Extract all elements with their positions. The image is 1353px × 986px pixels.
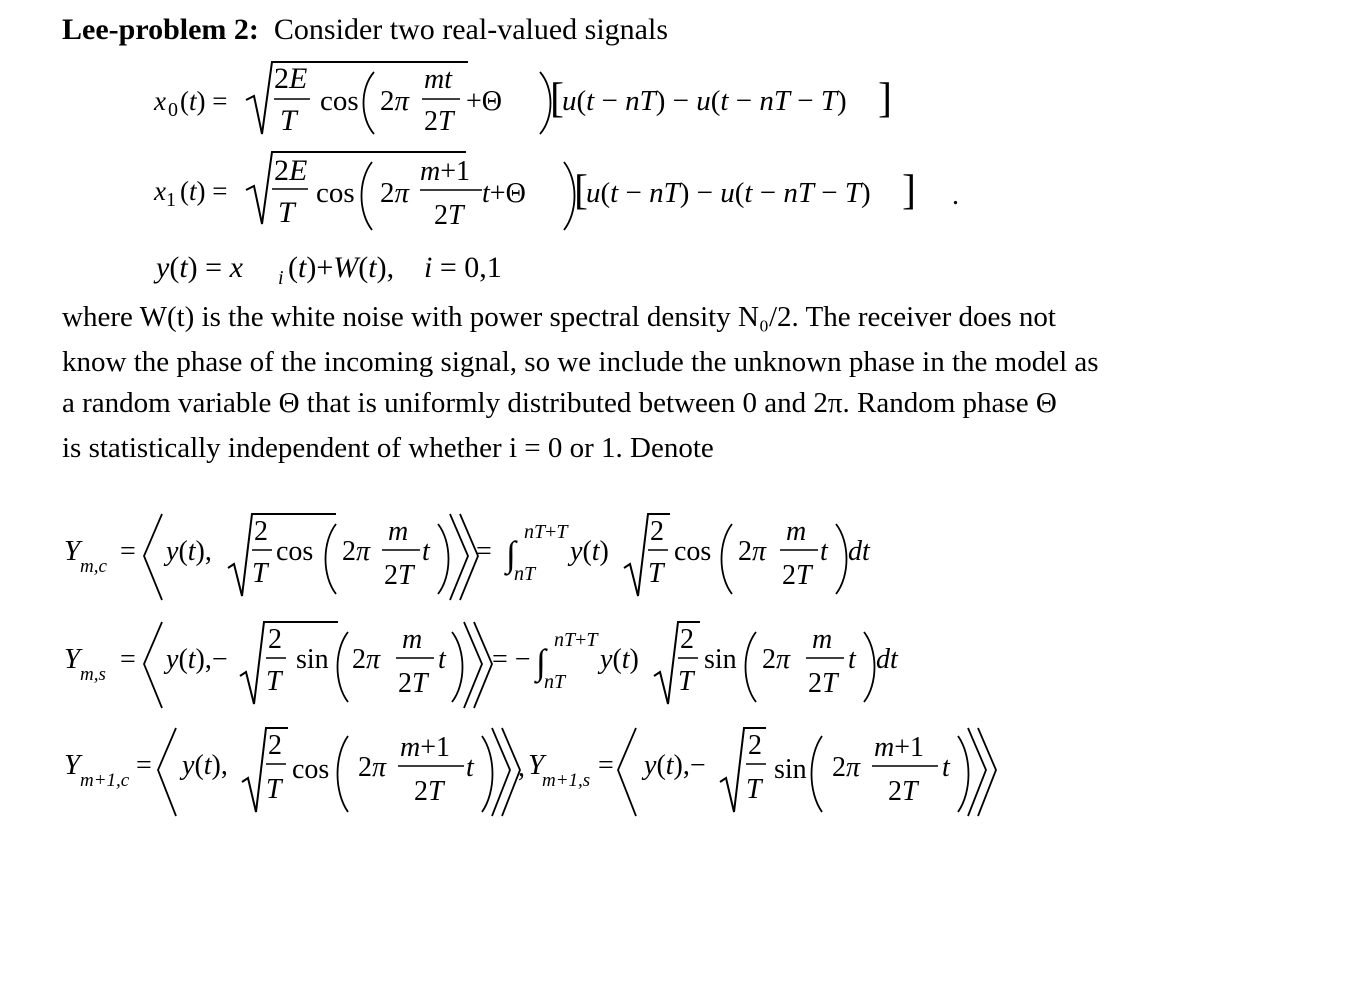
svg-text:y(t): y(t)	[600, 644, 639, 675]
svg-text:t: t	[422, 536, 430, 567]
svg-text:T: T	[678, 666, 694, 697]
svg-text:t: t	[820, 536, 828, 567]
svg-text:2π: 2π	[762, 644, 791, 675]
svg-text:2T: 2T	[414, 776, 444, 807]
paragraph-line-1: where W(t) is the white noise with power spectral density N₀/2. The receiver does not	[62, 301, 1056, 333]
svg-text:2E: 2E	[274, 154, 308, 187]
svg-text:nT: nT	[514, 563, 536, 585]
svg-text:T: T	[746, 774, 762, 805]
svg-text:nT: nT	[544, 671, 566, 693]
equation-yms	[62, 616, 922, 712]
svg-text:sin: sin	[774, 754, 807, 785]
equation-ym1	[62, 722, 1002, 822]
svg-text:2T: 2T	[782, 560, 812, 591]
svg-text:y(t),: y(t),	[182, 750, 228, 781]
svg-text:2π: 2π	[342, 536, 371, 567]
svg-text:+Θ: +Θ	[466, 86, 503, 117]
svg-text:2: 2	[268, 730, 282, 761]
svg-text:T: T	[252, 558, 268, 589]
svg-text:t: t	[438, 644, 446, 675]
svg-text:y(t),−: y(t),−	[644, 750, 706, 781]
svg-text:Y: Y	[528, 749, 545, 781]
svg-text:2π: 2π	[352, 644, 381, 675]
svg-text:2π: 2π	[832, 752, 861, 783]
svg-text:cos: cos	[316, 177, 355, 209]
svg-text:m: m	[786, 516, 807, 547]
svg-text:m,c: m,c	[80, 556, 107, 577]
svg-text:T: T	[648, 558, 664, 589]
svg-text:m+1,s: m+1,s	[542, 770, 591, 791]
svg-text:m+1: m+1	[874, 732, 925, 763]
svg-text:dt: dt	[876, 644, 898, 675]
svg-text:=: =	[120, 536, 136, 567]
svg-text:2T: 2T	[424, 106, 454, 137]
svg-text:cos: cos	[674, 536, 712, 567]
svg-text:t: t	[942, 752, 950, 783]
svg-text:2E: 2E	[274, 62, 308, 95]
svg-text:T: T	[266, 666, 282, 697]
svg-text:]: ]	[902, 168, 916, 214]
svg-text:= −: = −	[492, 644, 531, 675]
svg-text:(t) =: (t) =	[180, 86, 228, 116]
svg-text:2π: 2π	[738, 536, 767, 567]
svg-text:Y: Y	[64, 643, 81, 675]
svg-text:=: =	[120, 644, 136, 675]
svg-text:Y: Y	[64, 749, 81, 781]
svg-text:t: t	[466, 752, 474, 783]
svg-text:m+1,c: m+1,c	[80, 770, 130, 791]
svg-text:y(t) = x: y(t) = x	[156, 251, 243, 284]
svg-text:2T: 2T	[888, 776, 918, 807]
svg-text:m: m	[388, 516, 409, 547]
svg-text:.: .	[952, 180, 959, 211]
equation-x0	[150, 58, 910, 140]
svg-text:u(t − nT) − u(t − nT − T): u(t − nT) − u(t − nT − T)	[586, 177, 871, 209]
svg-text:t: t	[848, 644, 856, 675]
svg-text:sin: sin	[296, 644, 329, 675]
equation-ymc	[62, 508, 902, 604]
paragraph-line-4: is statistically independent of whether i = 0 or 1. Denote	[62, 432, 714, 464]
svg-text:=: =	[476, 536, 492, 567]
svg-text:dt: dt	[848, 536, 870, 567]
svg-text:m+1: m+1	[400, 732, 451, 763]
svg-text:i: i	[278, 267, 284, 289]
svg-text:2: 2	[748, 730, 762, 761]
paragraph-line-3: a random variable Θ that is uniformly distributed between 0 and 2π. Random phase Θ	[62, 387, 1057, 419]
svg-text:2T: 2T	[434, 200, 464, 231]
svg-text:2π: 2π	[380, 177, 410, 209]
svg-text:∫: ∫	[536, 642, 546, 682]
svg-text:[: [	[550, 76, 564, 122]
svg-text:m: m	[402, 624, 423, 655]
svg-text:t+Θ: t+Θ	[482, 178, 526, 209]
svg-text:2: 2	[680, 624, 694, 655]
svg-text:]: ]	[878, 76, 892, 122]
svg-text:mt: mt	[424, 64, 452, 95]
svg-text:(t) =: (t) =	[180, 176, 228, 206]
svg-text:cos: cos	[320, 85, 359, 117]
svg-text:nT+T: nT+T	[524, 521, 568, 543]
svg-text:(t)+W(t),: (t)+W(t),	[288, 251, 395, 284]
svg-text:x: x	[154, 176, 166, 206]
svg-text:T: T	[278, 196, 295, 229]
equation-x1	[150, 148, 970, 236]
svg-text:m: m	[812, 624, 833, 655]
svg-text:T: T	[266, 774, 282, 805]
svg-text:cos: cos	[276, 536, 314, 567]
svg-text:cos: cos	[292, 754, 330, 785]
svg-text:,: ,	[518, 752, 525, 783]
svg-text:2π: 2π	[358, 752, 387, 783]
svg-text:0: 0	[168, 99, 178, 121]
svg-text:=: =	[136, 750, 152, 781]
svg-text:m,s: m,s	[80, 664, 106, 685]
svg-text:2: 2	[268, 624, 282, 655]
equation-y	[150, 244, 570, 288]
svg-text:Y: Y	[64, 535, 81, 567]
svg-text:=: =	[598, 750, 614, 781]
svg-text:x: x	[154, 86, 166, 116]
svg-text:nT+T: nT+T	[554, 629, 598, 651]
svg-text:[: [	[574, 168, 588, 214]
svg-text:2: 2	[254, 516, 268, 547]
problem-colon: :	[248, 13, 259, 46]
svg-text:∫: ∫	[506, 534, 516, 574]
svg-text:2T: 2T	[384, 560, 414, 591]
svg-text:2π: 2π	[380, 85, 410, 117]
svg-text:T: T	[280, 104, 297, 137]
svg-text:m+1: m+1	[420, 156, 471, 187]
svg-text:2T: 2T	[398, 668, 428, 699]
svg-text:sin: sin	[704, 644, 737, 675]
svg-text:y(t),: y(t),	[166, 536, 212, 567]
problem-label: Lee-problem 2	[62, 13, 249, 46]
svg-text:1: 1	[166, 189, 176, 211]
svg-text:2T: 2T	[808, 668, 838, 699]
svg-text:y(t),−: y(t),−	[166, 644, 228, 675]
problem-heading	[62, 12, 668, 48]
svg-text:y(t): y(t)	[570, 536, 609, 567]
svg-text:i = 0,1: i = 0,1	[424, 251, 502, 284]
svg-text:2: 2	[650, 516, 664, 547]
problem-intro: Consider two real-valued signals	[273, 13, 668, 46]
svg-text:u(t − nT) − u(t − nT − T): u(t − nT) − u(t − nT − T)	[562, 85, 847, 117]
paragraph-line-2: know the phase of the incoming signal, so we include the unknown phase in the model as	[62, 346, 1099, 378]
